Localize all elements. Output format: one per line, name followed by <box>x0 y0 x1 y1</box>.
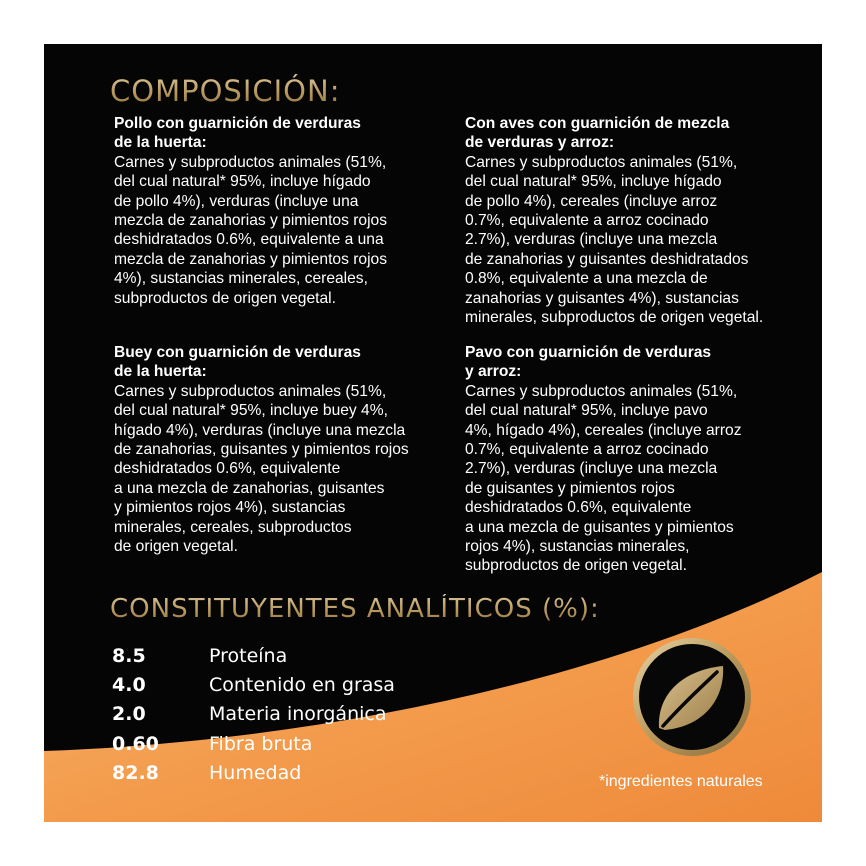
analytics-table <box>112 642 395 788</box>
footnote: *ingredientes naturales <box>599 773 763 790</box>
recipe-body: Carnes y subproductos animales (51%, del cual natural* 95%, incluye hígado de pollo 4%), cereales (incluye arroz 0.7%, equivalente a arroz cocinado 2.7%), verduras (incluye una mezcla de zanahorias y guisantes deshidratados 0.8%, equivalente a una mezcla de zanahorias y guisantes 4%), sustancias minerales, subproductos de origen vegetal. <box>465 153 764 327</box>
leaf-icon <box>631 636 753 758</box>
analytics-row <box>112 730 395 759</box>
recipe-title: Con aves con guarnición de mezcla de verduras y arroz: <box>465 115 730 152</box>
composition-heading: COMPOSICIÓN: <box>110 74 341 108</box>
analytics-value: 8.5 <box>112 645 146 667</box>
analytics-value: 82.8 <box>112 761 159 784</box>
composition-panel <box>44 44 822 822</box>
recipe-title: Pollo con guarnición de verduras de la huerta: <box>114 115 361 152</box>
analytics-row <box>112 700 395 729</box>
recipe-title: Buey con guarnición de verduras de la huerta: <box>114 344 361 381</box>
analytics-heading: CONSTITUYENTES ANALÍTICOS (%): <box>110 594 600 624</box>
analytics-value: 4.0 <box>112 674 146 697</box>
analytics-label: Fibra bruta <box>209 732 313 755</box>
analytics-row <box>112 759 395 788</box>
analytics-row <box>112 671 395 700</box>
analytics-label: Contenido en grasa <box>209 674 395 697</box>
recipe-body: Carnes y subproductos animales (51%, del cual natural* 95%, incluye hígado de pollo 4%), verduras (incluye una mezcla de zanahorias y pimientos rojos deshidratados 0.6%, equivalente a una mezcla de zanahorias y pimientos rojos 4%), sustancias minerales, cereales, subproductos de origen vegetal. <box>114 153 388 307</box>
analytics-value: 2.0 <box>112 703 146 726</box>
analytics-label: Proteína <box>209 645 288 667</box>
recipe-title: Pavo con guarnición de verduras y arroz: <box>465 344 712 381</box>
recipe-body: Carnes y subproductos animales (51%, del cual natural* 95%, incluye pavo 4%, hígado 4%), cereales (incluye arroz 0.7%, equivalente a arroz cocinado 2.7%), verduras (incluye una mezcla de guisantes y pimientos rojos deshidratados 0.6%, equivalente a una mezcla de guisantes y pimientos rojos 4%), sustancias minerales, subproductos de origen vegetal. <box>465 382 742 575</box>
recipe-aves <box>465 114 763 327</box>
analytics-value: 0.60 <box>112 732 159 755</box>
analytics-row <box>112 642 395 671</box>
recipe-buey <box>114 343 409 556</box>
recipe-pavo <box>465 343 742 576</box>
recipe-pollo <box>114 114 387 308</box>
recipe-body: Carnes y subproductos animales (51%, del cual natural* 95%, incluye buey 4%, hígado 4%), verduras (incluye una mezcla de zanahorias, guisantes y pimientos rojos deshidratados 0.6%, equivalente a una mezcla de zanahorias, guisantes y pimientos rojos 4%), sustancias minerales, cereales, subproductos de origen vegetal. <box>114 382 409 556</box>
analytics-label: Humedad <box>209 761 302 784</box>
analytics-label: Materia inorgánica <box>209 703 387 726</box>
